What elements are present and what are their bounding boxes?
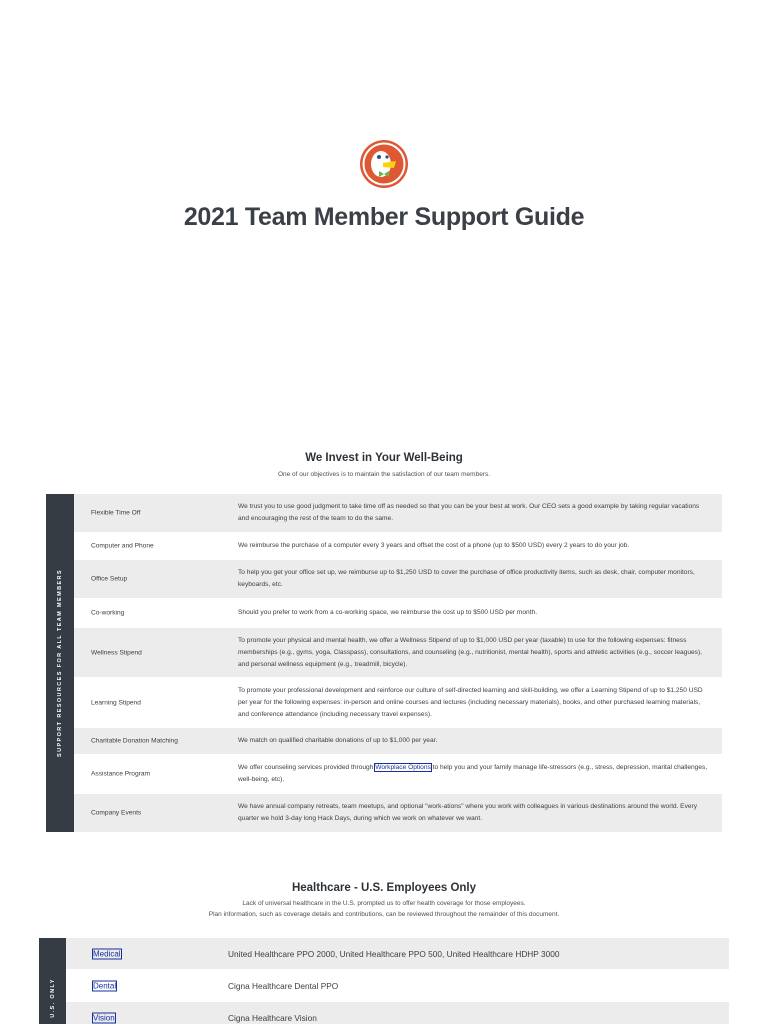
medical-link[interactable]: Medical — [93, 949, 121, 958]
row-text: We have annual company retreats, team meetups, and optional "work-ations" where you work with colleagues in various destinations around the world. Every quarter we hold 3-day long Hack Days, during which we work on whatever we want. — [238, 803, 698, 822]
row-label: Wellness Stipend — [91, 649, 142, 656]
row-text — [238, 762, 708, 786]
row-text: To promote your professional development and reinforce our culture of self-directed learning and skill-building, we offer a Learning Stipend of up to $1,250 USD per year for the following expenses: in-person and online courses and lectures (including necessary materials), books, and other purchased learning materials, and conference attendance (including necessary travel expenses). — [238, 686, 703, 718]
table-row — [74, 533, 722, 560]
duck-logo-icon — [359, 139, 409, 189]
wellbeing-title: We Invest in Your Well-Being — [305, 452, 463, 464]
healthcare-subtitle-line-2: Plan information, such as coverage details and contributions, can be reviewed throughout the remainder of this document. — [208, 911, 560, 918]
row-text: Cigna Healthcare Vision — [228, 1012, 317, 1023]
row-text: Cigna Healthcare Dental PPO — [228, 980, 339, 991]
row-text-before: We offer counseling services provided through — [238, 764, 376, 771]
table-row — [74, 628, 722, 678]
row-label — [93, 981, 116, 990]
table-row — [74, 599, 722, 628]
support-resources-table — [46, 494, 722, 832]
row-text: Should you prefer to work from a co-working space, we reimburse the cost up to $500 USD per month. — [238, 609, 538, 616]
healthcare-subtitle-line-1: Lack of universal healthcare in the U.S. prompted us to offer health coverage for those employees. — [242, 900, 526, 907]
wellbeing-subtitle: One of our objectives is to maintain the satisfaction of our team members. — [277, 471, 491, 478]
side-label: SUPPORT RESOURCES FOR ALL TEAM MEMBERS — [57, 569, 63, 757]
row-text: We match on qualified charitable donations of up to $1,000 per year. — [238, 737, 438, 744]
row-text: We trust you to use good judgment to take time off as needed so that you can be your best at work. Our CEO sets a good example by taking regular vacations and encouraging the rest of the team to do the same. — [238, 503, 700, 522]
table-row — [66, 938, 729, 970]
side-label-bar — [39, 938, 66, 1024]
row-text: We reimburse the purchase of a computer every 3 years and offset the cost of a phone (up to $500 USD) every 2 years to do your job. — [238, 542, 630, 549]
row-label — [93, 1013, 115, 1022]
row-label: Company Events — [91, 809, 142, 817]
row-label: Learning Stipend — [91, 699, 141, 706]
dental-link[interactable]: Dental — [93, 981, 117, 990]
row-text-after: to help you and your family manage life-stressors (e.g., stress, depression, marital challenges, well-being, etc). — [238, 764, 708, 783]
table-row — [66, 1002, 729, 1024]
row-label: Assistance Program — [91, 770, 150, 778]
table-row — [66, 970, 729, 1002]
row-label: Office Setup — [91, 575, 128, 583]
side-label: U.S. ONLY — [49, 978, 56, 1018]
document-title: 2021 Team Member Support Guide — [183, 203, 585, 231]
healthcare-table — [39, 938, 729, 1024]
table-row — [74, 494, 722, 533]
workplace-options-link[interactable]: Workplace Options — [375, 764, 431, 771]
row-label: Flexible Time Off — [91, 509, 141, 517]
table-row — [74, 560, 722, 599]
row-text: To promote your physical and mental health, we offer a Wellness Stipend of up to $1,000 USD per year (taxable) to use for the following expenses: fitness memberships (e.g., gyms, yoga, Classpass), consultations, and counseling (e.g., nutritionist, mental health), sports and athletic activities (e.g., soccer leagues), and personal wellness equipment (e.g., treadmill, bicycle). — [238, 636, 702, 668]
table-row — [74, 728, 722, 755]
row-label: Charitable Donation Matching — [91, 737, 178, 745]
row-label — [93, 949, 121, 958]
table-row — [74, 794, 722, 832]
row-label: Computer and Phone — [91, 542, 154, 550]
side-label-bar — [46, 494, 74, 832]
table-row — [74, 678, 722, 728]
healthcare-title: Healthcare - U.S. Employees Only — [291, 882, 477, 894]
row-text: To help you get your office set up, we reimburse up to $1,250 USD to cover the purchase of office productivity items, such as desk, chair, computer monitors, keyboards, etc. — [238, 569, 695, 588]
table-row — [74, 755, 722, 794]
vision-link[interactable]: Vision — [93, 1013, 115, 1022]
row-text: United Healthcare PPO 2000, United Healthcare PPO 500, United Healthcare HDHP 3000 — [228, 948, 560, 959]
row-label: Co-working — [91, 609, 125, 617]
